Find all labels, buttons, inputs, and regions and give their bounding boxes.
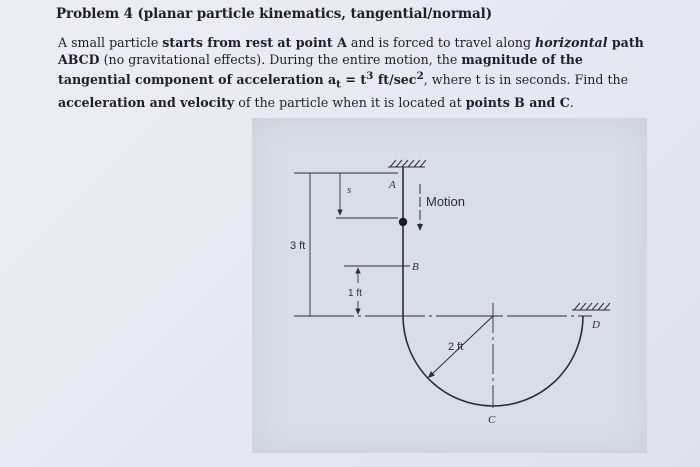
top-support-hatch [388, 160, 426, 167]
text-run-bold: starts from rest at point A [162, 35, 347, 50]
label-b: B [412, 261, 419, 273]
superscript-2: 2 [416, 70, 424, 82]
text-run: and is forced to travel along [346, 35, 536, 50]
problem-statement [58, 34, 658, 111]
subscript-t: t [336, 78, 342, 91]
label-1ft: 1 ft [348, 288, 362, 299]
path-diagram-svg [252, 118, 647, 453]
label-3ft: 3 ft [290, 240, 306, 252]
label-motion: Motion [426, 194, 466, 209]
text-run: A small particle [58, 35, 163, 50]
text-run: . [569, 94, 574, 110]
right-support-hatch [572, 303, 610, 310]
path-diagram [252, 118, 647, 453]
superscript-3: 3 [366, 70, 374, 82]
particle [399, 218, 407, 226]
text-run: (no gravitational effects). During the entire motion, the [99, 52, 462, 67]
text-run-bold: acceleration and velocity [58, 94, 235, 110]
text-run-bold: path ABCD [58, 35, 644, 67]
label-c: C [488, 414, 496, 426]
text-run-bold: magnitude of the tangential component of acceleration a [58, 52, 583, 88]
label-a: A [389, 179, 396, 191]
label-d: D [592, 319, 600, 331]
text-run-bold: points B and C [465, 94, 570, 110]
problem-title: Problem 4 (planar particle kinematics, tangential/normal) [56, 6, 492, 22]
text-run-bold: = t [341, 72, 367, 88]
label-2ft: 2 ft [448, 341, 464, 353]
text-run-bold: ft/sec [373, 72, 417, 88]
text-run: , where t is in seconds. Find the [423, 72, 629, 88]
text-run: of the particle when it is located at [234, 94, 466, 110]
text-run-bold-italic: horizontal [535, 35, 608, 50]
label-s: s [347, 184, 352, 196]
